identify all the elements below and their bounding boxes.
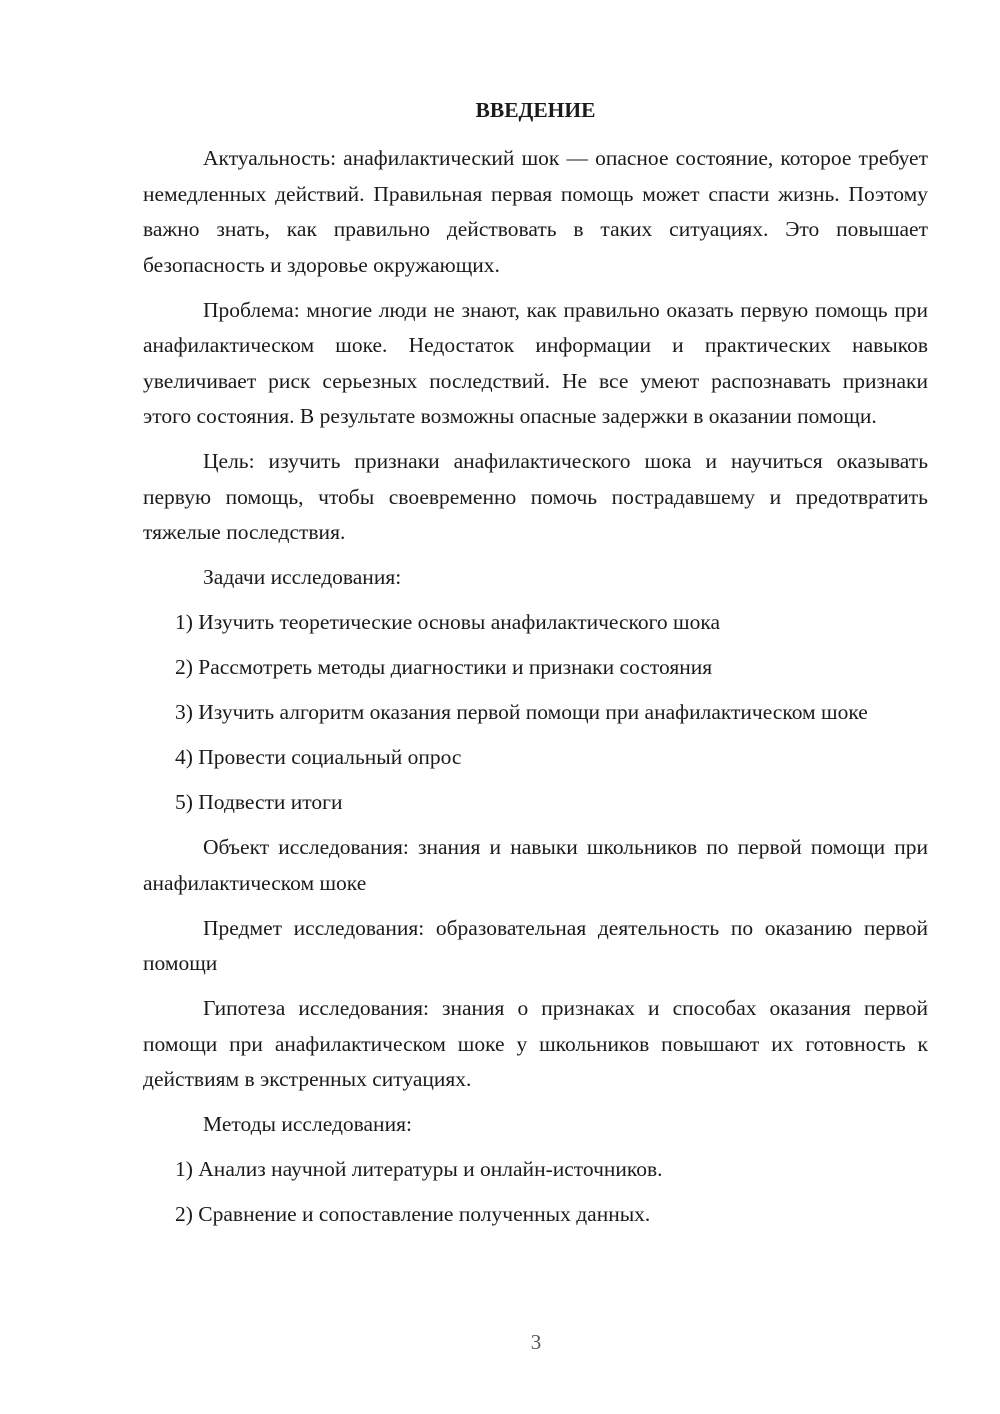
task-item-2: 2) Рассмотреть методы диагностики и признаки состояния — [175, 655, 713, 679]
section-title: ВВЕДЕНИЕ — [475, 98, 596, 122]
document-page — [143, 92, 928, 1242]
paragraph-hypothesis: Гипотеза исследования: знания о признаках и способах оказания первой помощи при анафилактическом шоке у школьников повышают их готовность к действиям в экстренных ситуациях. — [143, 996, 928, 1091]
task-item-3: 3) Изучить алгоритм оказания первой помощи при анафилактическом шоке — [175, 700, 868, 724]
task-item-5: 5) Подвести итоги — [175, 790, 343, 814]
method-item-2: 2) Сравнение и сопоставление полученных данных. — [175, 1202, 651, 1226]
paragraph-object: Объект исследования: знания и навыки школьников по первой помощи при анафилактическом шоке — [143, 835, 928, 895]
task-item-1: 1) Изучить теоретические основы анафилактического шока — [175, 610, 721, 634]
task-item-4: 4) Провести социальный опрос — [175, 745, 462, 769]
paragraph-problem: Проблема: многие люди не знают, как правильно оказать первую помощь при анафилактическом шоке. Недостаток информации и практических навыков увеличивает риск серьезных последствий. Не все умеют распознавать признаки этого состояния. В результате возможны опасные задержки в оказании помощи. — [143, 297, 928, 428]
paragraph-methods-heading: Методы исследования: — [203, 1112, 412, 1136]
method-item-1: 1) Анализ научной литературы и онлайн-источников. — [175, 1157, 663, 1181]
paragraph-subject: Предмет исследования: образовательная деятельность по оказанию первой помощи — [143, 915, 928, 975]
paragraph-relevance: Актуальность: анафилактический шок — опасное состояние, которое требует немедленных действий. Правильная первая помощь может спасти жизнь. Поэтому важно знать, как правильно действовать в таких ситуациях. Это повышает безопасность и здоровье окружающих. — [143, 146, 928, 277]
paragraph-tasks-heading: Задачи исследования: — [203, 565, 402, 589]
paragraph-goal: Цель: изучить признаки анафилактического шока и научиться оказывать первую помощь, чтобы своевременно помочь пострадавшему и предотвратить тяжелые последствия. — [143, 449, 928, 544]
page-number: 3 — [530, 1330, 542, 1354]
